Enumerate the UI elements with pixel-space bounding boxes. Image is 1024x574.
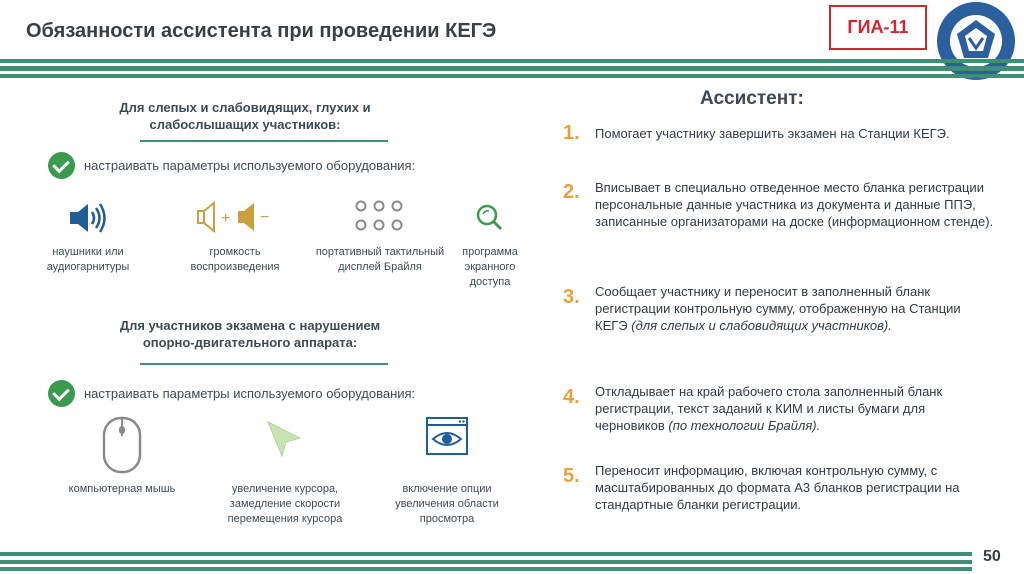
caption-braille: портативный тактильный дисплей Брайля xyxy=(315,246,445,273)
page-title: Обязанности ассистента при проведении КЕГЭ xyxy=(26,20,497,42)
item-text-4 xyxy=(595,383,995,434)
section2-check-text: настраивать параметры используемого оборудования: xyxy=(84,386,416,401)
caption-mouse: компьютерная мышь xyxy=(68,483,176,495)
svg-text:−: − xyxy=(260,209,270,226)
footer-stripe-2 xyxy=(0,560,972,564)
section1-check-icon xyxy=(48,152,75,179)
item-number-1: 1. xyxy=(563,122,580,144)
item-text-2-main: Вписывает в специально отведенное место бланка регистрации персональные данные участника из документа и данные ППЭ, записанные организаторами на доске (информационном стенде). xyxy=(595,180,994,229)
footer-stripe-3 xyxy=(0,567,972,571)
gia-badge-label: ГИА-11 xyxy=(847,17,909,37)
item-text-1 xyxy=(595,125,1015,142)
section2-heading: Для участников экзамена с нарушением опорно-двигательного аппарата: xyxy=(119,318,381,350)
footer-stripe-1 xyxy=(0,552,972,556)
item-number-4: 4. xyxy=(563,386,580,408)
svg-text:+: + xyxy=(221,210,231,227)
volume-icon xyxy=(196,200,276,234)
item-text-2 xyxy=(595,179,995,230)
speaker-icon xyxy=(68,198,108,238)
mouse-icon xyxy=(102,416,142,474)
cursor-icon xyxy=(264,418,304,460)
item-text-5-main: Переносит информацию, включая контрольную сумму, с масштабированных до формата А3 бланков регистрации на стандартные бланки регистрации. xyxy=(595,463,960,512)
header-stripe-1 xyxy=(0,59,1024,63)
caption-headphones: наушники или аудиогарнитуры xyxy=(46,246,130,273)
header-stripe-3 xyxy=(0,74,1024,78)
eye-window-icon xyxy=(425,416,469,456)
item-text-5 xyxy=(595,462,1000,513)
item-text-3 xyxy=(595,283,990,334)
gia-badge xyxy=(829,5,927,50)
item-text-3-main: Сообщает участнику и переносит в заполненный бланк регистрации контрольную сумму, отображенную на Станции КЕГЭ xyxy=(595,284,961,333)
header-stripe-2 xyxy=(0,66,1024,71)
section2-underline xyxy=(140,363,388,365)
caption-cursor: увеличение курсора, замедление скорости перемещения курсора xyxy=(227,483,343,525)
section1-check-text: настраивать параметры используемого оборудования: xyxy=(84,158,416,173)
item-number-2: 2. xyxy=(563,181,580,203)
section1-heading: Для слепых и слабовидящих, глухих и слабослышащих участников: xyxy=(119,100,371,132)
section2-check-icon xyxy=(48,380,75,407)
item-text-3-italic: (для слепых и слабовидящих участников). xyxy=(631,318,892,333)
caption-screen-reader: программа экранного доступа xyxy=(462,246,518,288)
item-text-1-main: Помогает участнику завершить экзамен на Станции КЕГЭ. xyxy=(595,126,950,141)
item-number-5: 5. xyxy=(563,465,580,487)
section1-underline xyxy=(140,140,388,142)
page-number: 50 xyxy=(983,548,1001,565)
item-number-3: 3. xyxy=(563,286,580,308)
braille-icon xyxy=(353,198,405,234)
magnifier-icon xyxy=(474,202,504,232)
assistant-heading: Ассистент: xyxy=(700,88,804,109)
item-text-4-main: Откладывает на край рабочего стола заполненный бланк регистрации, текст заданий к КИМ и листы бумаги для черновиков xyxy=(595,384,943,433)
caption-zoom: включение опции увеличения области просмотра xyxy=(395,483,499,525)
item-text-4-italic: (по технологии Брайля). xyxy=(668,418,821,433)
caption-volume: громкость воспроизведения xyxy=(190,246,280,273)
